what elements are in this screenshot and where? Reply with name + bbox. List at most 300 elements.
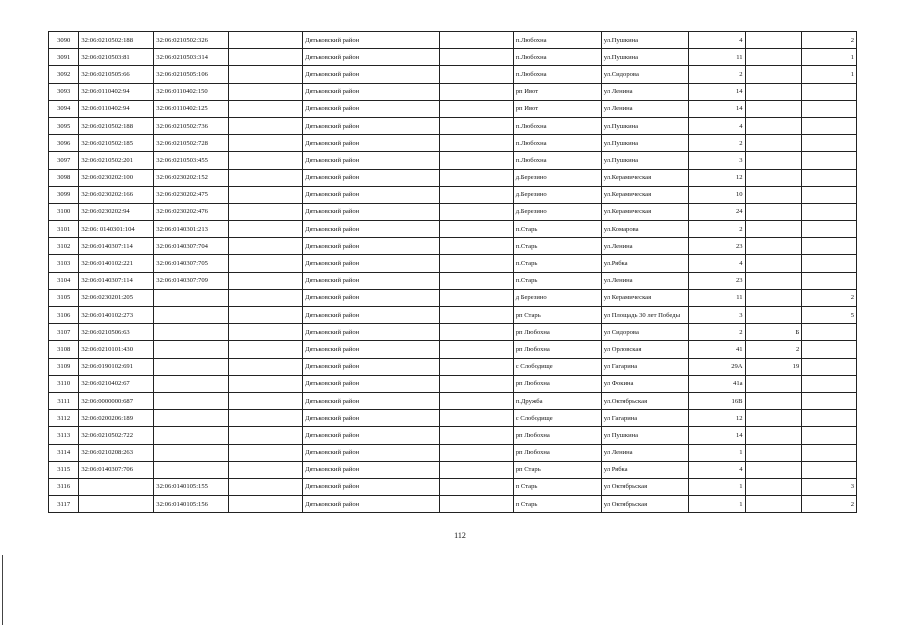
table-row: [49, 152, 857, 169]
apartment-cell: [802, 358, 857, 375]
table-row: [49, 478, 857, 495]
street-cell: ул Фокина: [601, 375, 688, 392]
cadastral-number-2-cell: 32:06:0140105:155: [154, 478, 229, 495]
apartment-cell: [802, 272, 857, 289]
district-cell: Дятьковский район: [303, 32, 440, 49]
street-cell: ул.Пушкина: [601, 49, 688, 66]
row-number-cell: 3108: [49, 341, 79, 358]
house-number-cell: 41а: [688, 375, 745, 392]
district-cell: Дятьковский район: [303, 341, 440, 358]
table-row: [49, 66, 857, 83]
empty-cell: [229, 392, 303, 409]
settlement-cell: рп Ивот: [513, 100, 601, 117]
cadastral-number-cell: 32:06:0210208:263: [79, 444, 154, 461]
empty-cell: [439, 169, 513, 186]
apartment-cell: [802, 169, 857, 186]
settlement-cell: с Слободище: [513, 358, 601, 375]
house-number-cell: 12: [688, 410, 745, 427]
settlement-cell: п.Любохна: [513, 49, 601, 66]
street-cell: ул.Сидорова: [601, 66, 688, 83]
empty-cell: [229, 221, 303, 238]
table-row: [49, 289, 857, 306]
row-number-cell: 3091: [49, 49, 79, 66]
cadastral-number-cell: 32:06:0200206:189: [79, 410, 154, 427]
empty-cell: [229, 375, 303, 392]
apartment-cell: [802, 100, 857, 117]
cadastral-number-2-cell: 32:06:0140307:709: [154, 272, 229, 289]
cadastral-number-2-cell: [154, 307, 229, 324]
row-number-cell: 3090: [49, 32, 79, 49]
cadastral-number-2-cell: [154, 410, 229, 427]
house-number-cell: 4: [688, 461, 745, 478]
row-number-cell: 3096: [49, 135, 79, 152]
building-cell: [745, 255, 802, 272]
settlement-cell: п.Дружба: [513, 392, 601, 409]
building-cell: [745, 444, 802, 461]
settlement-cell: д.Березино: [513, 169, 601, 186]
cadastral-number-cell: 32:06:0000000:687: [79, 392, 154, 409]
district-cell: Дятьковский район: [303, 238, 440, 255]
register-rows: [49, 32, 857, 513]
empty-cell: [439, 83, 513, 100]
table-row: [49, 186, 857, 203]
house-number-cell: 1: [688, 478, 745, 495]
table-row: [49, 238, 857, 255]
settlement-cell: п.Старь: [513, 255, 601, 272]
row-number-cell: 3116: [49, 478, 79, 495]
apartment-cell: [802, 392, 857, 409]
row-number-cell: 3117: [49, 496, 79, 513]
table-row: [49, 255, 857, 272]
row-number-cell: 3110: [49, 375, 79, 392]
settlement-cell: рп Любохна: [513, 341, 601, 358]
house-number-cell: 3: [688, 307, 745, 324]
district-cell: Дятьковский район: [303, 289, 440, 306]
district-cell: Дятьковский район: [303, 117, 440, 134]
district-cell: Дятьковский район: [303, 461, 440, 478]
cadastral-number-cell: 32:06:0230202:94: [79, 203, 154, 220]
cadastral-number-cell: 32:06:0140307:706: [79, 461, 154, 478]
house-number-cell: 2: [688, 135, 745, 152]
empty-cell: [229, 83, 303, 100]
apartment-cell: [802, 461, 857, 478]
empty-cell: [439, 478, 513, 495]
house-number-cell: 11: [688, 49, 745, 66]
empty-cell: [439, 135, 513, 152]
house-number-cell: 11: [688, 289, 745, 306]
apartment-cell: [802, 255, 857, 272]
cadastral-number-2-cell: [154, 375, 229, 392]
district-cell: Дятьковский район: [303, 392, 440, 409]
house-number-cell: 1: [688, 496, 745, 513]
table-row: [49, 341, 857, 358]
street-cell: ул.Ленина: [601, 272, 688, 289]
building-cell: [745, 307, 802, 324]
building-cell: [745, 392, 802, 409]
cadastral-number-cell: 32:06:0210502:188: [79, 32, 154, 49]
empty-cell: [229, 100, 303, 117]
table-row: [49, 100, 857, 117]
district-cell: Дятьковский район: [303, 83, 440, 100]
cadastral-number-cell: 32:06:0230201:205: [79, 289, 154, 306]
margin-line: [2, 555, 3, 625]
house-number-cell: 16В: [688, 392, 745, 409]
district-cell: Дятьковский район: [303, 66, 440, 83]
apartment-cell: [802, 203, 857, 220]
building-cell: [745, 496, 802, 513]
cadastral-number-cell: 32:06:0210505:66: [79, 66, 154, 83]
building-cell: [745, 83, 802, 100]
cadastral-number-cell: 32:06:0110402:94: [79, 83, 154, 100]
empty-cell: [229, 461, 303, 478]
row-number-cell: 3094: [49, 100, 79, 117]
street-cell: ул Гагарина: [601, 410, 688, 427]
empty-cell: [439, 203, 513, 220]
house-number-cell: 41: [688, 341, 745, 358]
empty-cell: [229, 203, 303, 220]
cadastral-number-cell: 32:06:0210101:430: [79, 341, 154, 358]
table-row: [49, 203, 857, 220]
row-number-cell: 3115: [49, 461, 79, 478]
empty-cell: [229, 49, 303, 66]
house-number-cell: 3: [688, 152, 745, 169]
empty-cell: [229, 324, 303, 341]
cadastral-number-2-cell: 32:06:0210505:106: [154, 66, 229, 83]
table-row: [49, 272, 857, 289]
empty-cell: [229, 272, 303, 289]
street-cell: ул Площадь 30 лет Победы: [601, 307, 688, 324]
street-cell: ул.Рябка: [601, 255, 688, 272]
district-cell: Дятьковский район: [303, 152, 440, 169]
cadastral-number-2-cell: 32:06:0110402:125: [154, 100, 229, 117]
empty-cell: [229, 135, 303, 152]
table-row: [49, 358, 857, 375]
settlement-cell: п Старь: [513, 496, 601, 513]
house-number-cell: 23: [688, 238, 745, 255]
house-number-cell: 23: [688, 272, 745, 289]
cadastral-number-2-cell: [154, 289, 229, 306]
row-number-cell: 3102: [49, 238, 79, 255]
settlement-cell: п.Старь: [513, 238, 601, 255]
empty-cell: [229, 410, 303, 427]
building-cell: [745, 117, 802, 134]
table-row: [49, 135, 857, 152]
district-cell: Дятьковский район: [303, 203, 440, 220]
building-cell: [745, 427, 802, 444]
cadastral-number-2-cell: 32:06:0140105:156: [154, 496, 229, 513]
street-cell: ул.Ленина: [601, 238, 688, 255]
empty-cell: [439, 32, 513, 49]
apartment-cell: 2: [802, 496, 857, 513]
row-number-cell: 3114: [49, 444, 79, 461]
settlement-cell: п.Старь: [513, 221, 601, 238]
empty-cell: [439, 375, 513, 392]
cadastral-number-2-cell: 32:06:0230202:152: [154, 169, 229, 186]
street-cell: ул Октябрьская: [601, 478, 688, 495]
street-cell: ул.Пушкина: [601, 152, 688, 169]
street-cell: ул.Комарова: [601, 221, 688, 238]
apartment-cell: 2: [802, 289, 857, 306]
district-cell: Дятьковский район: [303, 324, 440, 341]
building-cell: 19: [745, 358, 802, 375]
apartment-cell: [802, 375, 857, 392]
cadastral-number-cell: 32:06:0140307:114: [79, 238, 154, 255]
empty-cell: [229, 117, 303, 134]
apartment-cell: 1: [802, 66, 857, 83]
district-cell: Дятьковский район: [303, 358, 440, 375]
settlement-cell: с Слободище: [513, 410, 601, 427]
cadastral-number-cell: 32:06:0210402:67: [79, 375, 154, 392]
apartment-cell: [802, 117, 857, 134]
district-cell: Дятьковский район: [303, 307, 440, 324]
building-cell: [745, 238, 802, 255]
empty-cell: [439, 238, 513, 255]
building-cell: [745, 152, 802, 169]
page-number: 112: [454, 531, 466, 540]
empty-cell: [439, 152, 513, 169]
register-table: [48, 31, 857, 513]
settlement-cell: рп Старь: [513, 307, 601, 324]
apartment-cell: 5: [802, 307, 857, 324]
row-number-cell: 3093: [49, 83, 79, 100]
apartment-cell: [802, 427, 857, 444]
cadastral-number-2-cell: 32:06:0210502:728: [154, 135, 229, 152]
house-number-cell: 2: [688, 324, 745, 341]
street-cell: ул Гагарина: [601, 358, 688, 375]
empty-cell: [439, 186, 513, 203]
district-cell: Дятьковский район: [303, 255, 440, 272]
apartment-cell: [802, 444, 857, 461]
empty-cell: [439, 49, 513, 66]
street-cell: ул.Керамическая: [601, 169, 688, 186]
empty-cell: [229, 66, 303, 83]
row-number-cell: 3109: [49, 358, 79, 375]
apartment-cell: [802, 324, 857, 341]
district-cell: Дятьковский район: [303, 427, 440, 444]
building-cell: [745, 410, 802, 427]
cadastral-number-cell: 32:06:0210502:722: [79, 427, 154, 444]
street-cell: ул Орловская: [601, 341, 688, 358]
street-cell: ул Ленина: [601, 100, 688, 117]
row-number-cell: 3113: [49, 427, 79, 444]
cadastral-number-2-cell: [154, 358, 229, 375]
apartment-cell: 1: [802, 49, 857, 66]
apartment-cell: [802, 341, 857, 358]
apartment-cell: [802, 135, 857, 152]
cadastral-number-2-cell: 32:06:0210502:736: [154, 117, 229, 134]
street-cell: ул Октябрьская: [601, 496, 688, 513]
district-cell: Дятьковский район: [303, 49, 440, 66]
house-number-cell: 14: [688, 427, 745, 444]
cadastral-number-2-cell: 32:06:0210503:455: [154, 152, 229, 169]
empty-cell: [439, 117, 513, 134]
street-cell: ул.Пушкина: [601, 32, 688, 49]
cadastral-number-2-cell: 32:06:0210502:326: [154, 32, 229, 49]
district-cell: Дятьковский район: [303, 100, 440, 117]
district-cell: Дятьковский район: [303, 444, 440, 461]
street-cell: ул Пушкина: [601, 427, 688, 444]
cadastral-number-cell: 32:06:0190102:691: [79, 358, 154, 375]
building-cell: [745, 221, 802, 238]
district-cell: Дятьковский район: [303, 478, 440, 495]
street-cell: ул.Пушкина: [601, 117, 688, 134]
cadastral-number-2-cell: [154, 427, 229, 444]
cadastral-number-2-cell: [154, 444, 229, 461]
district-cell: Дятьковский район: [303, 375, 440, 392]
apartment-cell: [802, 152, 857, 169]
table-row: [49, 444, 857, 461]
empty-cell: [229, 478, 303, 495]
cadastral-number-2-cell: 32:06:0230202:475: [154, 186, 229, 203]
row-number-cell: 3095: [49, 117, 79, 134]
house-number-cell: 2: [688, 221, 745, 238]
street-cell: ул.Октябрьская: [601, 392, 688, 409]
building-cell: [745, 66, 802, 83]
building-cell: [745, 375, 802, 392]
cadastral-number-2-cell: 32:06:0140301:213: [154, 221, 229, 238]
row-number-cell: 3105: [49, 289, 79, 306]
empty-cell: [229, 358, 303, 375]
building-cell: [745, 461, 802, 478]
house-number-cell: 4: [688, 117, 745, 134]
table-row: [49, 496, 857, 513]
district-cell: Дятьковский район: [303, 496, 440, 513]
district-cell: Дятьковский район: [303, 272, 440, 289]
empty-cell: [229, 289, 303, 306]
district-cell: Дятьковский район: [303, 186, 440, 203]
street-cell: ул Керамическая: [601, 289, 688, 306]
house-number-cell: 29А: [688, 358, 745, 375]
cadastral-number-2-cell: 32:06:0110402:150: [154, 83, 229, 100]
building-cell: [745, 135, 802, 152]
row-number-cell: 3112: [49, 410, 79, 427]
empty-cell: [229, 307, 303, 324]
cadastral-number-cell: 32:06:0230202:166: [79, 186, 154, 203]
row-number-cell: 3092: [49, 66, 79, 83]
building-cell: [745, 478, 802, 495]
empty-cell: [439, 392, 513, 409]
house-number-cell: 4: [688, 32, 745, 49]
empty-cell: [439, 307, 513, 324]
row-number-cell: 3111: [49, 392, 79, 409]
settlement-cell: п.Любохна: [513, 117, 601, 134]
cadastral-number-2-cell: [154, 461, 229, 478]
cadastral-number-cell: 32:06:0210502:185: [79, 135, 154, 152]
table-row: [49, 221, 857, 238]
street-cell: ул.Керамическая: [601, 186, 688, 203]
cadastral-number-cell: 32:06:0210502:201: [79, 152, 154, 169]
empty-cell: [439, 496, 513, 513]
empty-cell: [439, 66, 513, 83]
empty-cell: [229, 255, 303, 272]
table-row: [49, 392, 857, 409]
street-cell: ул Ленина: [601, 83, 688, 100]
row-number-cell: 3107: [49, 324, 79, 341]
table-row: [49, 307, 857, 324]
building-cell: [745, 289, 802, 306]
building-cell: [745, 203, 802, 220]
table-row: [49, 410, 857, 427]
house-number-cell: 24: [688, 203, 745, 220]
empty-cell: [229, 186, 303, 203]
cadastral-number-cell: 32:06:0140102:273: [79, 307, 154, 324]
cadastral-number-2-cell: [154, 324, 229, 341]
settlement-cell: д Березино: [513, 289, 601, 306]
street-cell: ул Ленина: [601, 444, 688, 461]
cadastral-number-cell: 32:06:0210502:188: [79, 117, 154, 134]
table-row: [49, 375, 857, 392]
building-cell: [745, 186, 802, 203]
street-cell: ул.Пушкина: [601, 135, 688, 152]
cadastral-number-cell: 32:06:0210506:63: [79, 324, 154, 341]
row-number-cell: 3100: [49, 203, 79, 220]
empty-cell: [229, 32, 303, 49]
house-number-cell: 14: [688, 100, 745, 117]
apartment-cell: [802, 83, 857, 100]
street-cell: ул Сидорова: [601, 324, 688, 341]
cadastral-number-cell: 32:06:0210503:81: [79, 49, 154, 66]
row-number-cell: 3097: [49, 152, 79, 169]
cadastral-number-cell: 32:06:0110402:94: [79, 100, 154, 117]
settlement-cell: п Старь: [513, 478, 601, 495]
empty-cell: [439, 221, 513, 238]
house-number-cell: 1: [688, 444, 745, 461]
building-cell: [745, 272, 802, 289]
settlement-cell: п.Любохна: [513, 66, 601, 83]
empty-cell: [229, 496, 303, 513]
district-cell: Дятьковский район: [303, 169, 440, 186]
empty-cell: [229, 341, 303, 358]
empty-cell: [439, 289, 513, 306]
cadastral-number-cell: 32:06: 0140301:104: [79, 221, 154, 238]
building-cell: [745, 49, 802, 66]
table-row: [49, 427, 857, 444]
apartment-cell: [802, 238, 857, 255]
empty-cell: [439, 461, 513, 478]
row-number-cell: 3103: [49, 255, 79, 272]
table-row: [49, 32, 857, 49]
settlement-cell: п.Старь: [513, 272, 601, 289]
house-number-cell: 14: [688, 83, 745, 100]
row-number-cell: 3106: [49, 307, 79, 324]
settlement-cell: п.Любохна: [513, 135, 601, 152]
cadastral-number-cell: 32:06:0140102:221: [79, 255, 154, 272]
apartment-cell: [802, 221, 857, 238]
apartment-cell: 3: [802, 478, 857, 495]
settlement-cell: рп Старь: [513, 461, 601, 478]
house-number-cell: 12: [688, 169, 745, 186]
settlement-cell: п.Любохна: [513, 152, 601, 169]
empty-cell: [439, 410, 513, 427]
building-cell: [745, 169, 802, 186]
empty-cell: [439, 324, 513, 341]
cadastral-number-2-cell: [154, 341, 229, 358]
apartment-cell: [802, 186, 857, 203]
cadastral-number-2-cell: 32:06:0230202:476: [154, 203, 229, 220]
apartment-cell: [802, 410, 857, 427]
cadastral-number-cell: [79, 478, 154, 495]
district-cell: Дятьковский район: [303, 221, 440, 238]
empty-cell: [229, 427, 303, 444]
cadastral-number-2-cell: 32:06:0210503:314: [154, 49, 229, 66]
table-row: [49, 83, 857, 100]
empty-cell: [229, 152, 303, 169]
cadastral-number-2-cell: 32:06:0140307:705: [154, 255, 229, 272]
settlement-cell: п.Любохна: [513, 32, 601, 49]
row-number-cell: 3098: [49, 169, 79, 186]
row-number-cell: 3099: [49, 186, 79, 203]
table-row: [49, 117, 857, 134]
